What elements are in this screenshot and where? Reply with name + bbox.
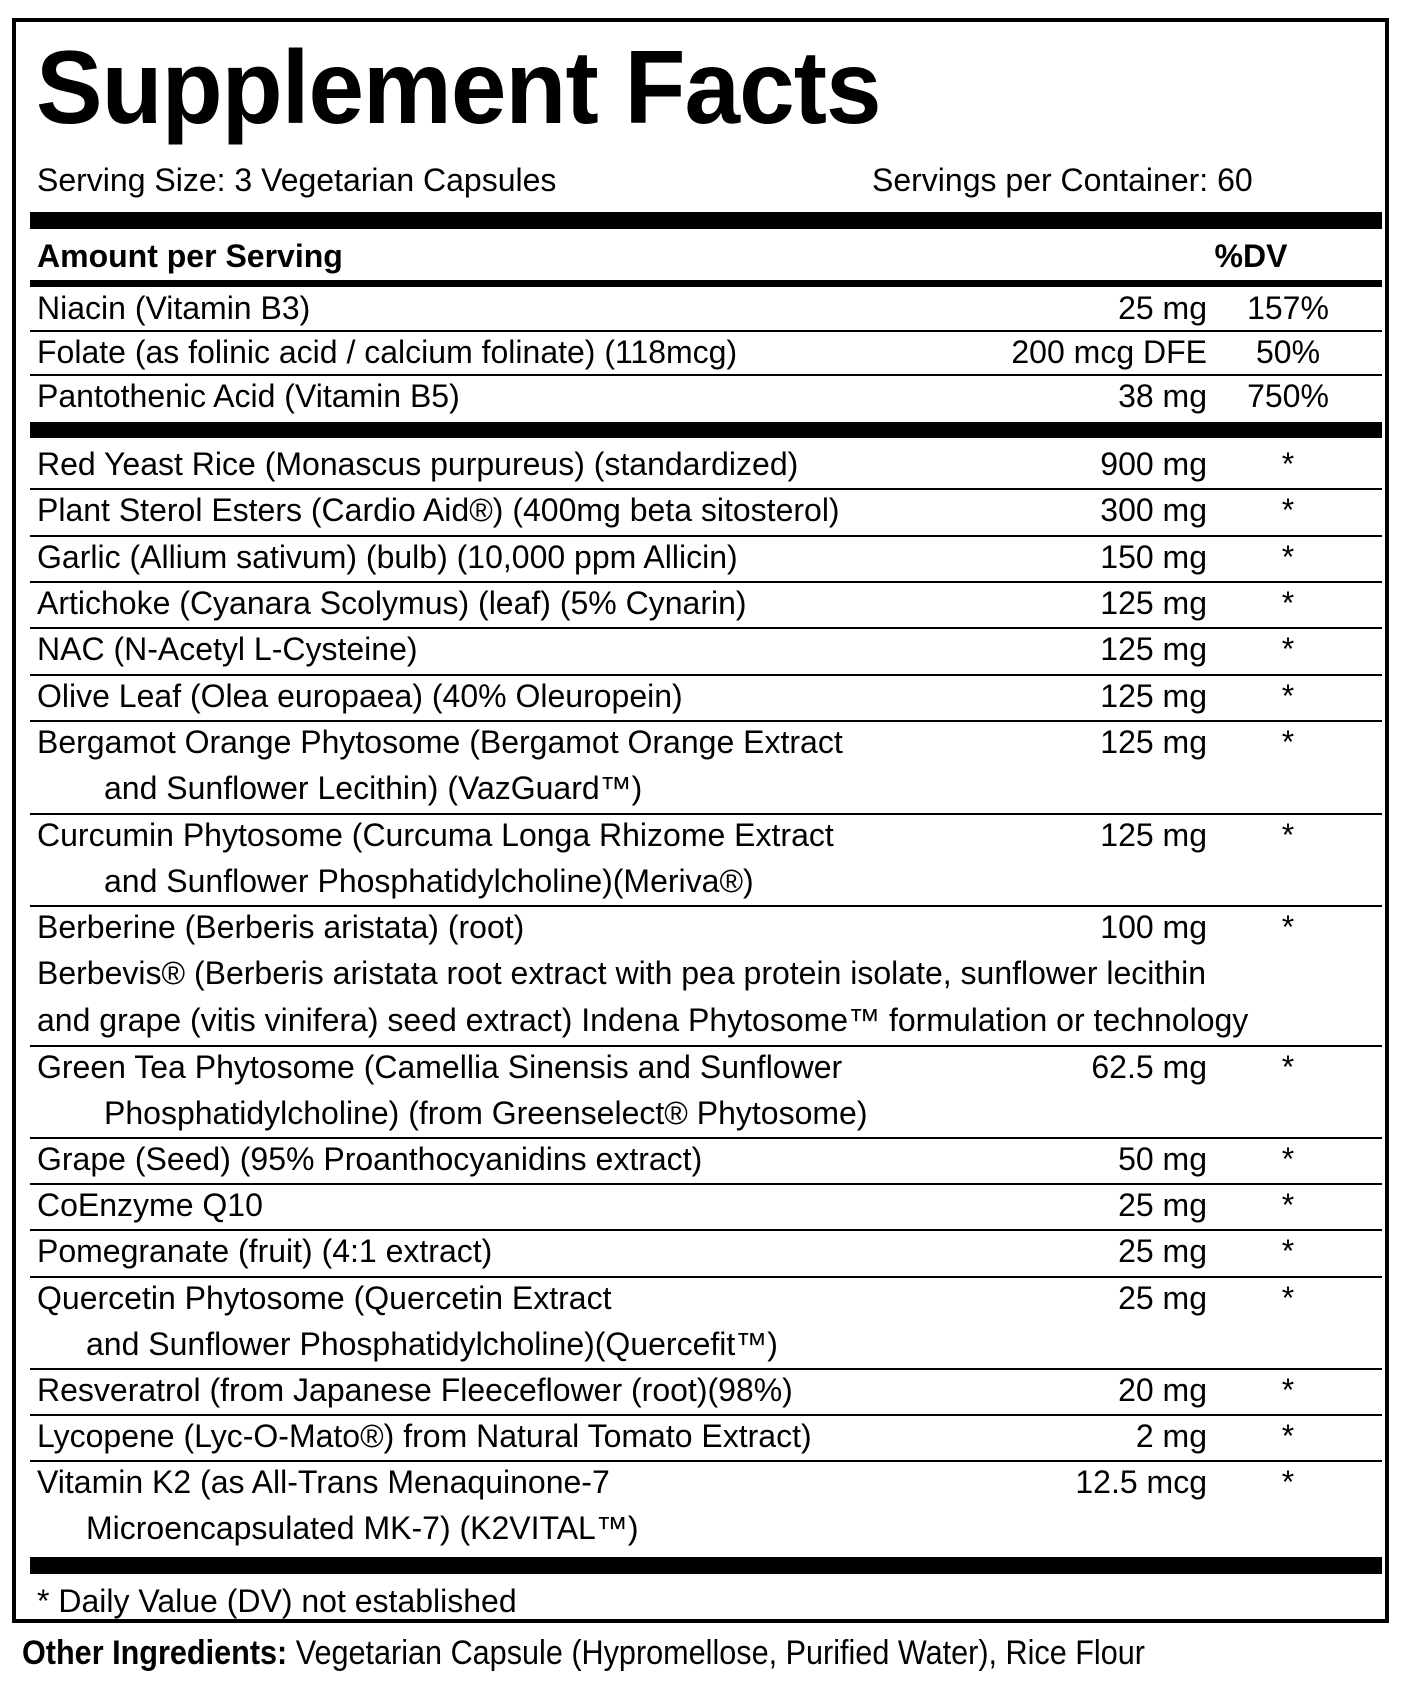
- medium-divider: [30, 280, 1382, 287]
- row-divider: [30, 1276, 1382, 1278]
- ingredient-name: Grape (Seed) (95% Proanthocyanidins extract): [37, 1141, 703, 1177]
- ingredient-amount: 125 mg: [1100, 678, 1207, 714]
- row-divider: [30, 905, 1382, 907]
- ingredient-dv: *: [1281, 492, 1295, 528]
- nutrient-dv: 750%: [1247, 378, 1329, 414]
- ingredient-name: NAC (N-Acetyl L-Cysteine): [37, 631, 418, 667]
- other-ingredients-label: Other Ingredients:: [22, 1634, 288, 1672]
- nutrient-amount: 25 mg: [1118, 290, 1207, 326]
- ingredient-dv: *: [1281, 631, 1295, 667]
- ingredient-amount: 300 mg: [1100, 492, 1207, 528]
- ingredient-amount: 125 mg: [1100, 817, 1207, 853]
- ingredient-name: Artichoke (Cyanara Scolymus) (leaf) (5% Cynarin): [37, 585, 747, 621]
- ingredient-name-continued: and Sunflower Lecithin) (VazGuard™): [104, 770, 643, 806]
- row-divider: [30, 1229, 1382, 1231]
- ingredient-dv: *: [1281, 678, 1295, 714]
- ingredient-amount: 125 mg: [1100, 631, 1207, 667]
- ingredient-dv: *: [1281, 909, 1295, 945]
- ingredient-dv: *: [1281, 724, 1295, 760]
- row-divider: [30, 1414, 1382, 1416]
- serving-size: Serving Size: 3 Vegetarian Capsules: [37, 162, 557, 198]
- nutrient-amount: 38 mg: [1118, 378, 1207, 414]
- thick-divider-bottom: [30, 1557, 1382, 1574]
- row-divider: [30, 627, 1382, 629]
- ingredient-name-continued: Phosphatidylcholine) (from Greenselect® Phytosome): [104, 1095, 868, 1131]
- thick-divider-top: [30, 212, 1382, 229]
- ingredient-name: Plant Sterol Esters (Cardio Aid®) (400mg beta sitosterol): [37, 492, 840, 528]
- ingredient-amount: 50 mg: [1118, 1141, 1207, 1177]
- dv-footnote: * Daily Value (DV) not established: [37, 1583, 517, 1619]
- row-divider: [30, 1137, 1382, 1139]
- ingredient-name: Lycopene (Lyc-O-Mato®) from Natural Tomato Extract): [37, 1418, 812, 1454]
- ingredient-amount: 62.5 mg: [1091, 1049, 1207, 1085]
- panel-title: Supplement Facts: [36, 30, 881, 146]
- ingredient-amount: 12.5 mcg: [1075, 1464, 1207, 1500]
- ingredient-name-continued: and Sunflower Phosphatidylcholine)(Meriva®): [104, 863, 754, 899]
- nutrient-dv: 157%: [1247, 290, 1329, 326]
- ingredient-amount: 125 mg: [1100, 724, 1207, 760]
- ingredient-amount: 150 mg: [1100, 539, 1207, 575]
- servings-per-container: Servings per Container: 60: [872, 162, 1253, 198]
- ingredient-dv: *: [1281, 585, 1295, 621]
- ingredient-name: Berberine (Berberis aristata) (root): [37, 909, 525, 945]
- ingredient-note: Berbevis® (Berberis aristata root extract with pea protein isolate, sunflower lecithin: [37, 955, 1206, 991]
- other-ingredients-text: Vegetarian Capsule (Hypromellose, Purified Water), Rice Flour: [295, 1634, 1145, 1672]
- ingredient-dv: *: [1281, 446, 1295, 482]
- ingredient-name: Pomegranate (fruit) (4:1 extract): [37, 1233, 493, 1269]
- ingredient-dv: *: [1281, 1049, 1295, 1085]
- ingredient-amount: 2 mg: [1135, 1418, 1207, 1454]
- row-divider: [30, 720, 1382, 722]
- ingredient-name: Red Yeast Rice (Monascus purpureus) (standardized): [37, 446, 799, 482]
- nutrient-name: Niacin (Vitamin B3): [37, 290, 311, 326]
- ingredient-name-continued: Microencapsulated MK-7) (K2VITAL™): [86, 1510, 639, 1546]
- row-divider: [30, 1460, 1382, 1462]
- row-divider: [30, 813, 1382, 815]
- ingredient-amount: 20 mg: [1118, 1372, 1207, 1408]
- row-divider: [30, 330, 1382, 332]
- ingredient-amount: 25 mg: [1118, 1280, 1207, 1316]
- ingredient-note: and grape (vitis vinifera) seed extract) Indena Phytosome™ formulation or technology: [37, 1002, 1249, 1038]
- ingredient-dv: *: [1281, 1233, 1295, 1269]
- row-divider: [30, 1368, 1382, 1370]
- nutrient-name: Pantothenic Acid (Vitamin B5): [37, 378, 460, 414]
- ingredient-name: CoEnzyme Q10: [37, 1187, 263, 1223]
- dv-header: %DV: [1214, 238, 1288, 274]
- ingredient-amount: 125 mg: [1100, 585, 1207, 621]
- ingredient-dv: *: [1281, 1141, 1295, 1177]
- ingredient-dv: *: [1281, 539, 1295, 575]
- ingredient-amount: 25 mg: [1118, 1187, 1207, 1223]
- row-divider: [30, 535, 1382, 537]
- row-divider: [30, 581, 1382, 583]
- ingredient-name: Olive Leaf (Olea europaea) (40% Oleuropein): [37, 678, 683, 714]
- row-divider: [30, 488, 1382, 490]
- ingredient-dv: *: [1281, 1372, 1295, 1408]
- thick-divider-middle: [30, 422, 1382, 438]
- ingredient-name: Quercetin Phytosome (Quercetin Extract: [37, 1280, 612, 1316]
- nutrient-dv: 50%: [1255, 334, 1321, 370]
- ingredient-name: Green Tea Phytosome (Camellia Sinensis and Sunflower: [37, 1049, 843, 1085]
- ingredient-dv: *: [1281, 1464, 1295, 1500]
- ingredient-name-continued: and Sunflower Phosphatidylcholine)(Quercefit™): [86, 1326, 778, 1362]
- ingredient-name: Vitamin K2 (as All-Trans Menaquinone-7: [37, 1464, 610, 1500]
- ingredient-name: Resveratrol (from Japanese Fleeceflower (root)(98%): [37, 1372, 793, 1408]
- row-divider: [30, 674, 1382, 676]
- nutrient-amount: 200 mcg DFE: [1011, 334, 1207, 370]
- ingredient-dv: *: [1281, 817, 1295, 853]
- ingredient-dv: *: [1281, 1418, 1295, 1454]
- row-divider: [30, 1183, 1382, 1185]
- ingredient-amount: 900 mg: [1100, 446, 1207, 482]
- ingredient-dv: *: [1281, 1280, 1295, 1316]
- row-divider: [30, 374, 1382, 376]
- ingredient-name: Garlic (Allium sativum) (bulb) (10,000 ppm Allicin): [37, 539, 738, 575]
- ingredient-name: Bergamot Orange Phytosome (Bergamot Orange Extract: [37, 724, 843, 760]
- row-divider: [30, 1045, 1382, 1047]
- nutrient-name: Folate (as folinic acid / calcium folinate) (118mcg): [37, 334, 738, 370]
- ingredient-name: Curcumin Phytosome (Curcuma Longa Rhizome Extract: [37, 817, 834, 853]
- ingredient-dv: *: [1281, 1187, 1295, 1223]
- other-ingredients: [22, 1634, 1145, 1673]
- amount-per-serving-header: Amount per Serving: [37, 238, 343, 274]
- ingredient-amount: 25 mg: [1118, 1233, 1207, 1269]
- ingredient-amount: 100 mg: [1100, 909, 1207, 945]
